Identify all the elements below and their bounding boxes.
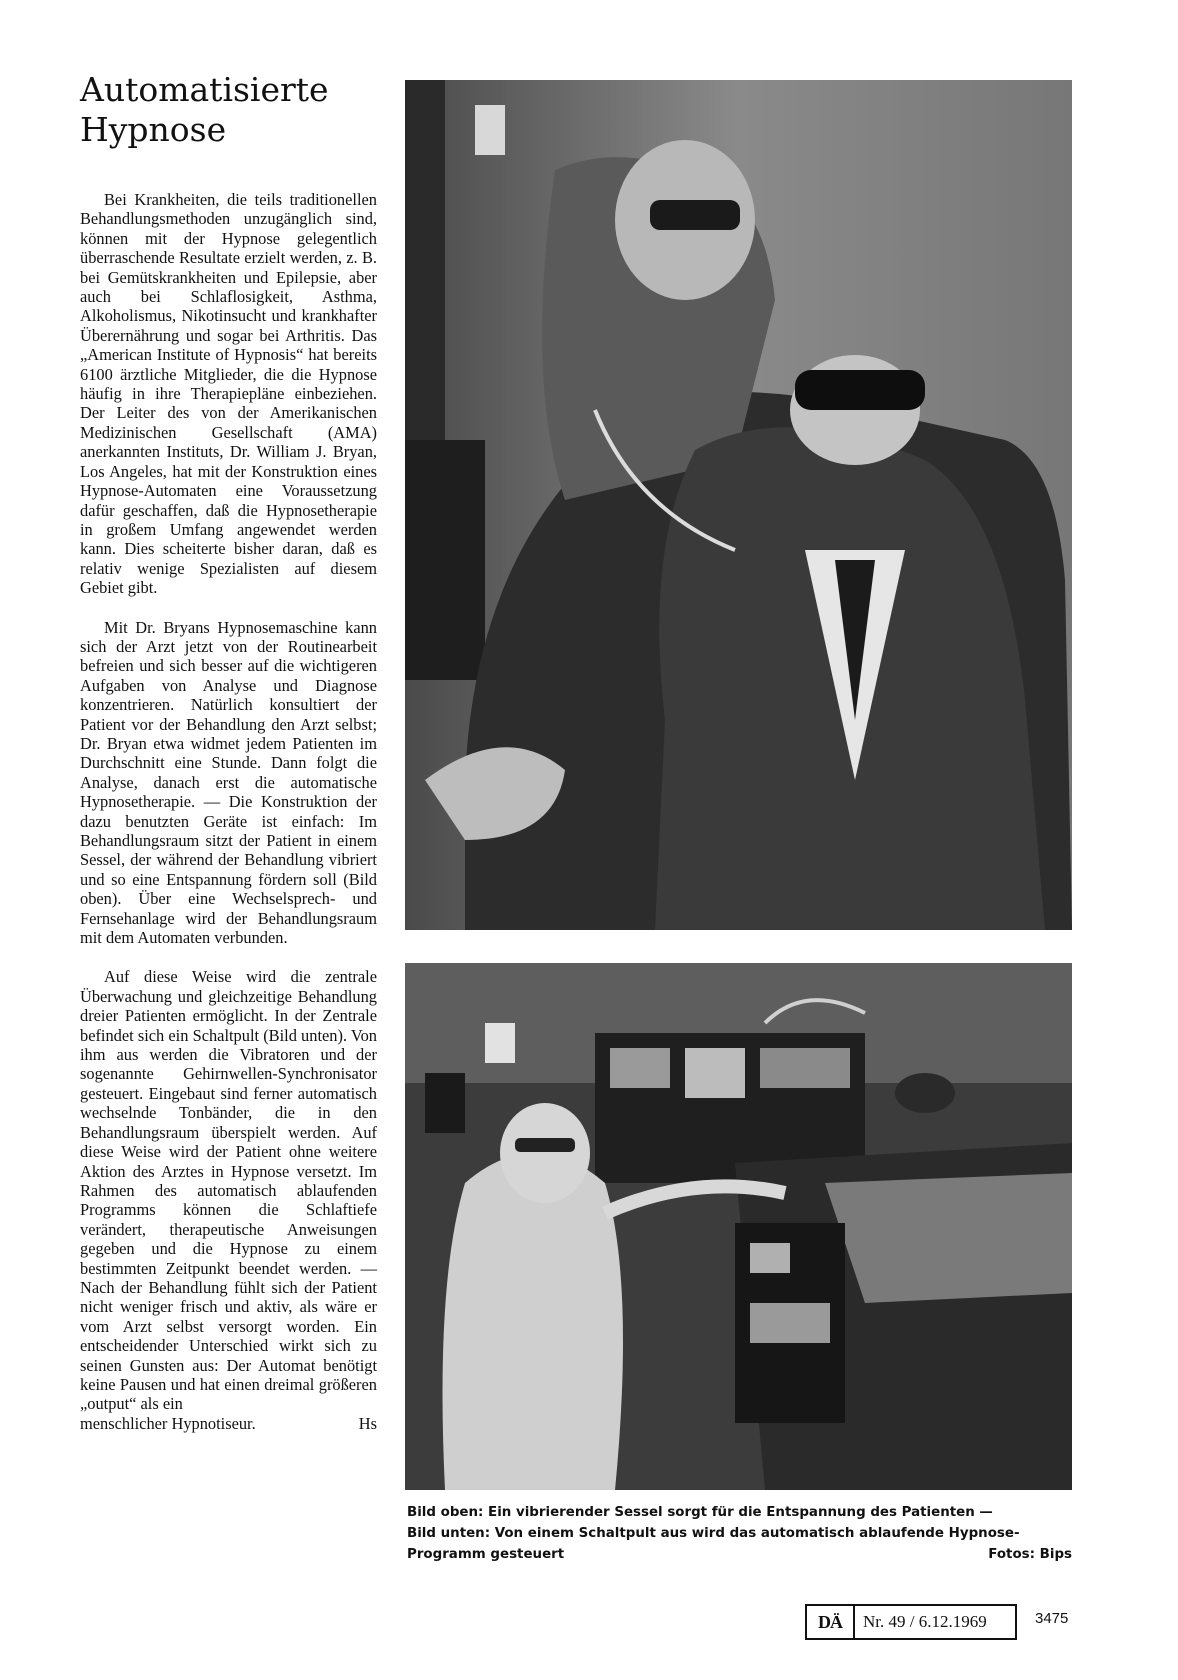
author-signature: Hs [358, 1413, 377, 1433]
caption-line-3 [407, 1544, 1072, 1565]
title-line-1: Automatisierte [80, 70, 329, 109]
caption-line-1: Bild oben: Ein vibrierender Sessel sorgt für die Entspannung des Patienten — [407, 1505, 993, 1520]
closing-text: menschlicher Hypnotiseur. [80, 1413, 256, 1433]
photo-caption [407, 1502, 1072, 1565]
photo-patient-in-chair [405, 80, 1072, 930]
article-title [80, 70, 380, 150]
photo-control-console [405, 963, 1072, 1490]
caption-line-2: Bild unten: Von einem Schaltpult aus wird das automatisch ablaufende Hypnose- [407, 1526, 1020, 1541]
photo-patient-illustration [405, 80, 1072, 930]
closing-line [80, 1414, 377, 1433]
paragraph-2: Mit Dr. Bryans Hypnosemaschine kann sich der Arzt jetzt von der Routinearbeit befreien und sich besser auf die wichtigeren Aufgaben von Analyse und Diagnose konzentrieren. Natürlich konsultiert der Patient vor der Behandlung den Arzt selbst; Dr. Bryan etwa widmet jedem Patienten im Durchschnitt eine Stunde. Dann folgt die Analyse, danach erst die automatische Hypnosetherapie. — Die Konstruktion der dazu benutzten Geräte ist einfach: Im Behandlungsraum sitzt der Patient in einem Sessel, der während der Behandlung vibriert und so eine Entspannung fördern soll (Bild oben). Über eine Wechselsprech- und Fernsehanlage wird der Behandlungsraum mit dem Automaten verbunden. [80, 617, 377, 948]
paragraph-3-text: Auf diese Weise wird die zentrale Überwachung und gleichzeitige Behandlung dreier Patienten ermöglicht. In der Zentrale befindet sich ein Schaltpult (Bild unten). Von ihm aus werden die Vibratoren und der sogenannte Gehirnwellen-Synchronisator gesteuert. Eingebaut sind ferner automatisch wechselnde Tonbänder, die in den Behandlungsraum überspielt werden. Auf diese Weise wird der Patient ohne weitere Aktion des Arztes in Hypnose versetzt. Im Rahmen des automatisch ablaufenden Programms können die Schlaftiefe verändert, therapeutische Anweisungen gegeben und die Hypnose zu einem bestimmten Zeitpunkt beendet werden. — Nach der Behandlung fühlt sich der Patient nicht weniger frisch und aktiv, als wäre er vom Arzt selbst versorgt worden. Ein entscheidender Unterschied wirkt sich zu seinen Gunsten aus: Der Automat benötigt keine Pausen und hat einen dreimal größeren „output“ als ein [80, 967, 377, 1414]
photo-credit: Fotos: Bips [988, 1547, 1072, 1562]
issue-info: Nr. 49 / 6.12.1969 [863, 1612, 987, 1631]
paragraph-1: Bei Krankheiten, die teils traditionellen Behandlungsmethoden unzugänglich sind, können mit der Hypnose gelegentlich überraschende Resultate erzielt werden, z. B. bei Gemütskrankheiten und Epilepsie, aber auch bei Schlaflosigkeit, Asthma, Alkoholismus, Nikotinsucht und krankhafter Überernährung und sogar bei Arthritis. Das „American Institute of Hypnosis“ hat bereits 6100 ärztliche Mitglieder, die die Hypnose häufig in ihre Therapiepläne einbeziehen. Der Leiter des von der Amerikanischen Medizinischen Gesellschaft (AMA) anerkannten Instituts, Dr. William J. Bryan, Los Angeles, hat mit der Konstruktion eines Hypnose-Automaten eine Voraussetzung dafür geschaffen, daß die Hypnosetherapie in großem Umfang angewendet werden kann. Dies scheiterte bisher daran, daß es relativ wenige Spezialisten auf diesem Gebiet gibt. [80, 190, 377, 598]
page-number: 3475 [1035, 1610, 1069, 1627]
journal-logo: DÄ [807, 1606, 855, 1638]
caption-line-3-text: Programm gesteuert [407, 1547, 565, 1562]
photo-console-illustration [405, 963, 1072, 1490]
paragraph-3 [80, 967, 377, 1413]
article-body [80, 190, 377, 1453]
issue-footer [805, 1604, 1017, 1640]
title-line-2: Hypnose [80, 110, 227, 149]
